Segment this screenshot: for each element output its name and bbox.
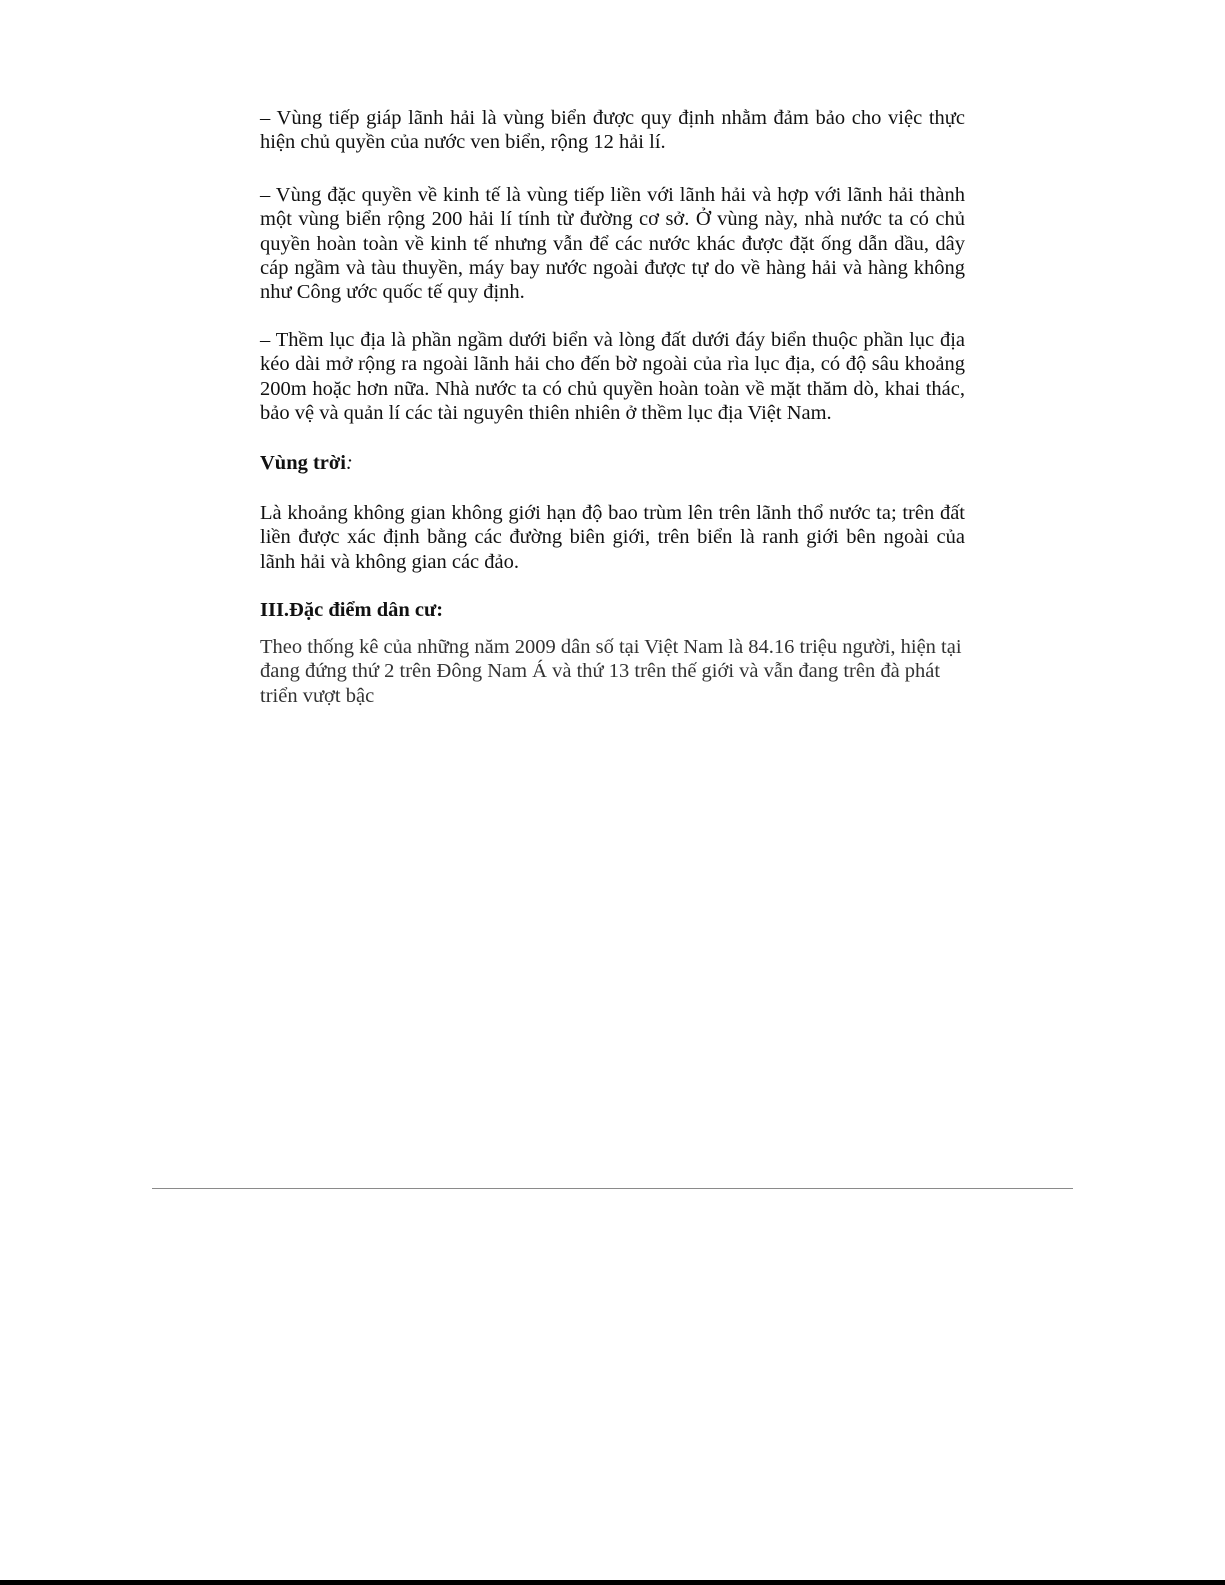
heading-population: III.Đặc điểm dân cư: bbox=[260, 599, 444, 621]
heading-airspace-colon: : bbox=[345, 452, 353, 474]
paragraph-exclusive-economic-zone: – Vùng đặc quyền về kinh tế là vùng tiếp liền với lãnh hải và hợp với lãnh hải thành một vùng biển rộng 200 hải lí tính từ đường cơ sở. Ở vùng này, nhà nước ta có chủ quyền hoàn toàn về kinh tế nhưng vẫn để các nước khác được đặt ống dẫn dầu, dây cáp ngầm và tàu thuyền, máy bay nước ngoài được tự do về hàng hải và hàng không như Công ước quốc tế quy định. bbox=[260, 184, 965, 304]
paragraph-airspace: Là khoảng không gian không giới hạn độ bao trùm lên trên lãnh thổ nước ta; trên đất liền được xác định bằng các đường biên giới, trên biển là ranh giới bên ngoài của lãnh hải và không gian các đảo. bbox=[260, 502, 965, 573]
heading-airspace bbox=[260, 451, 353, 475]
paragraph-contiguous-zone: – Vùng tiếp giáp lãnh hải là vùng biển được quy định nhằm đảm bảo cho việc thực hiện chủ quyền của nước ven biển, rộng 12 hải lí. bbox=[260, 107, 965, 154]
paragraph-continental-shelf: – Thềm lục địa là phần ngầm dưới biển và lòng đất dưới đáy biển thuộc phần lục địa kéo dài mở rộng ra ngoài lãnh hải cho đến bờ ngoài của rìa lục địa, có độ sâu khoảng 200m hoặc hơn nữa. Nhà nước ta có chủ quyền hoàn toàn về mặt thăm dò, khai thác, bảo vệ và quản lí các tài nguyên thiên nhiên ở thềm lục địa Việt Nam. bbox=[260, 329, 965, 424]
paragraph-population: Theo thống kê của những năm 2009 dân số tại Việt Nam là 84.16 triệu người, hiện tại đang đứng thứ 2 trên Đông Nam Á và thứ 13 trên thế giới và vẫn đang trên đà phát triển vượt bậc bbox=[260, 636, 962, 707]
page-bottom-edge bbox=[0, 1580, 1225, 1585]
footer-divider bbox=[152, 1188, 1073, 1189]
heading-airspace-text: Vùng trời bbox=[260, 452, 346, 474]
